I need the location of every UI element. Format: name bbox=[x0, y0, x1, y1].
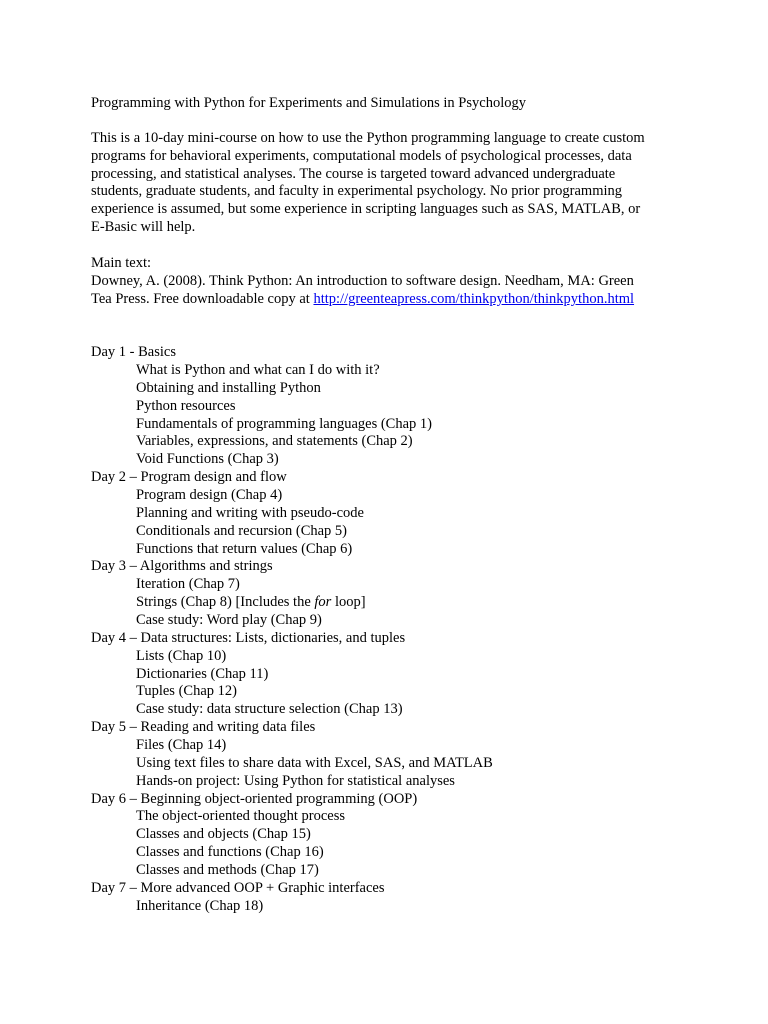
intro-line: processing, and statistical analyses. The course is targeted toward advanced undergraduate bbox=[91, 166, 616, 182]
topic-emphasis: for bbox=[314, 594, 332, 610]
topic-item: Classes and methods (Chap 17) bbox=[136, 862, 319, 878]
topic-item: Functions that return values (Chap 6) bbox=[136, 541, 353, 557]
topic-item: Using text files to share data with Excel, SAS, and MATLAB bbox=[136, 755, 493, 771]
intro-line: This is a 10-day mini-course on how to use the Python programming language to create custom bbox=[91, 130, 645, 146]
topic-item: What is Python and what can I do with it? bbox=[136, 362, 380, 378]
topic-item: Hands-on project: Using Python for statistical analyses bbox=[136, 773, 455, 789]
day-heading: Day 7 – More advanced OOP + Graphic interfaces bbox=[91, 880, 385, 896]
topic-item: Dictionaries (Chap 11) bbox=[136, 666, 269, 682]
day-heading: Day 3 – Algorithms and strings bbox=[91, 558, 273, 574]
topic-text: Strings (Chap 8) [Includes the bbox=[136, 594, 315, 610]
day-heading: Day 2 – Program design and flow bbox=[91, 469, 287, 485]
topic-item: Conditionals and recursion (Chap 5) bbox=[136, 523, 348, 539]
document-title: Programming with Python for Experiments and Simulations in Psychology bbox=[91, 95, 526, 111]
day-heading: Day 1 - Basics bbox=[91, 344, 176, 360]
intro-line: E-Basic will help. bbox=[91, 219, 196, 235]
topic-item: Tuples (Chap 12) bbox=[136, 683, 237, 699]
topic-item: Inheritance (Chap 18) bbox=[136, 898, 264, 914]
topic-item: Iteration (Chap 7) bbox=[136, 576, 240, 592]
main-text-label: Main text: bbox=[91, 255, 152, 271]
topic-item: The object-oriented thought process bbox=[136, 808, 345, 824]
topic-text: loop] bbox=[331, 594, 366, 610]
day-heading: Day 6 – Beginning object-oriented programming (OOP) bbox=[91, 791, 418, 807]
topic-item: Case study: Word play (Chap 9) bbox=[136, 612, 322, 628]
topic-item: Lists (Chap 10) bbox=[136, 648, 227, 664]
intro-line: programs for behavioral experiments, computational models of psychological processes, data bbox=[91, 148, 632, 164]
topic-item: Classes and functions (Chap 16) bbox=[136, 844, 324, 860]
think-python-link[interactable]: http://greenteapress.com/thinkpython/thinkpython.html bbox=[313, 291, 635, 307]
topic-item bbox=[136, 593, 366, 611]
citation-line: Downey, A. (2008). Think Python: An introduction to software design. Needham, MA: Green bbox=[91, 273, 634, 289]
topic-item: Obtaining and installing Python bbox=[136, 380, 321, 396]
intro-line: experience is assumed, but some experience in scripting languages such as SAS, MATLAB, or bbox=[91, 201, 641, 217]
topic-item: Case study: data structure selection (Chap 13) bbox=[136, 701, 403, 717]
topic-item: Variables, expressions, and statements (Chap 2) bbox=[136, 433, 413, 449]
citation-line bbox=[91, 290, 634, 308]
topic-item: Files (Chap 14) bbox=[136, 737, 227, 753]
intro-line: students, graduate students, and faculty in experimental psychology. No prior programming bbox=[91, 183, 623, 199]
topic-item: Python resources bbox=[136, 398, 236, 414]
topic-item: Planning and writing with pseudo-code bbox=[136, 505, 364, 521]
citation-prefix: Tea Press. Free downloadable copy at bbox=[91, 291, 314, 307]
topic-item: Classes and objects (Chap 15) bbox=[136, 826, 311, 842]
day-heading: Day 5 – Reading and writing data files bbox=[91, 719, 316, 735]
topic-item: Fundamentals of programming languages (Chap 1) bbox=[136, 416, 432, 432]
day-heading: Day 4 – Data structures: Lists, dictionaries, and tuples bbox=[91, 630, 406, 646]
topic-item: Void Functions (Chap 3) bbox=[136, 451, 279, 467]
topic-item: Program design (Chap 4) bbox=[136, 487, 283, 503]
